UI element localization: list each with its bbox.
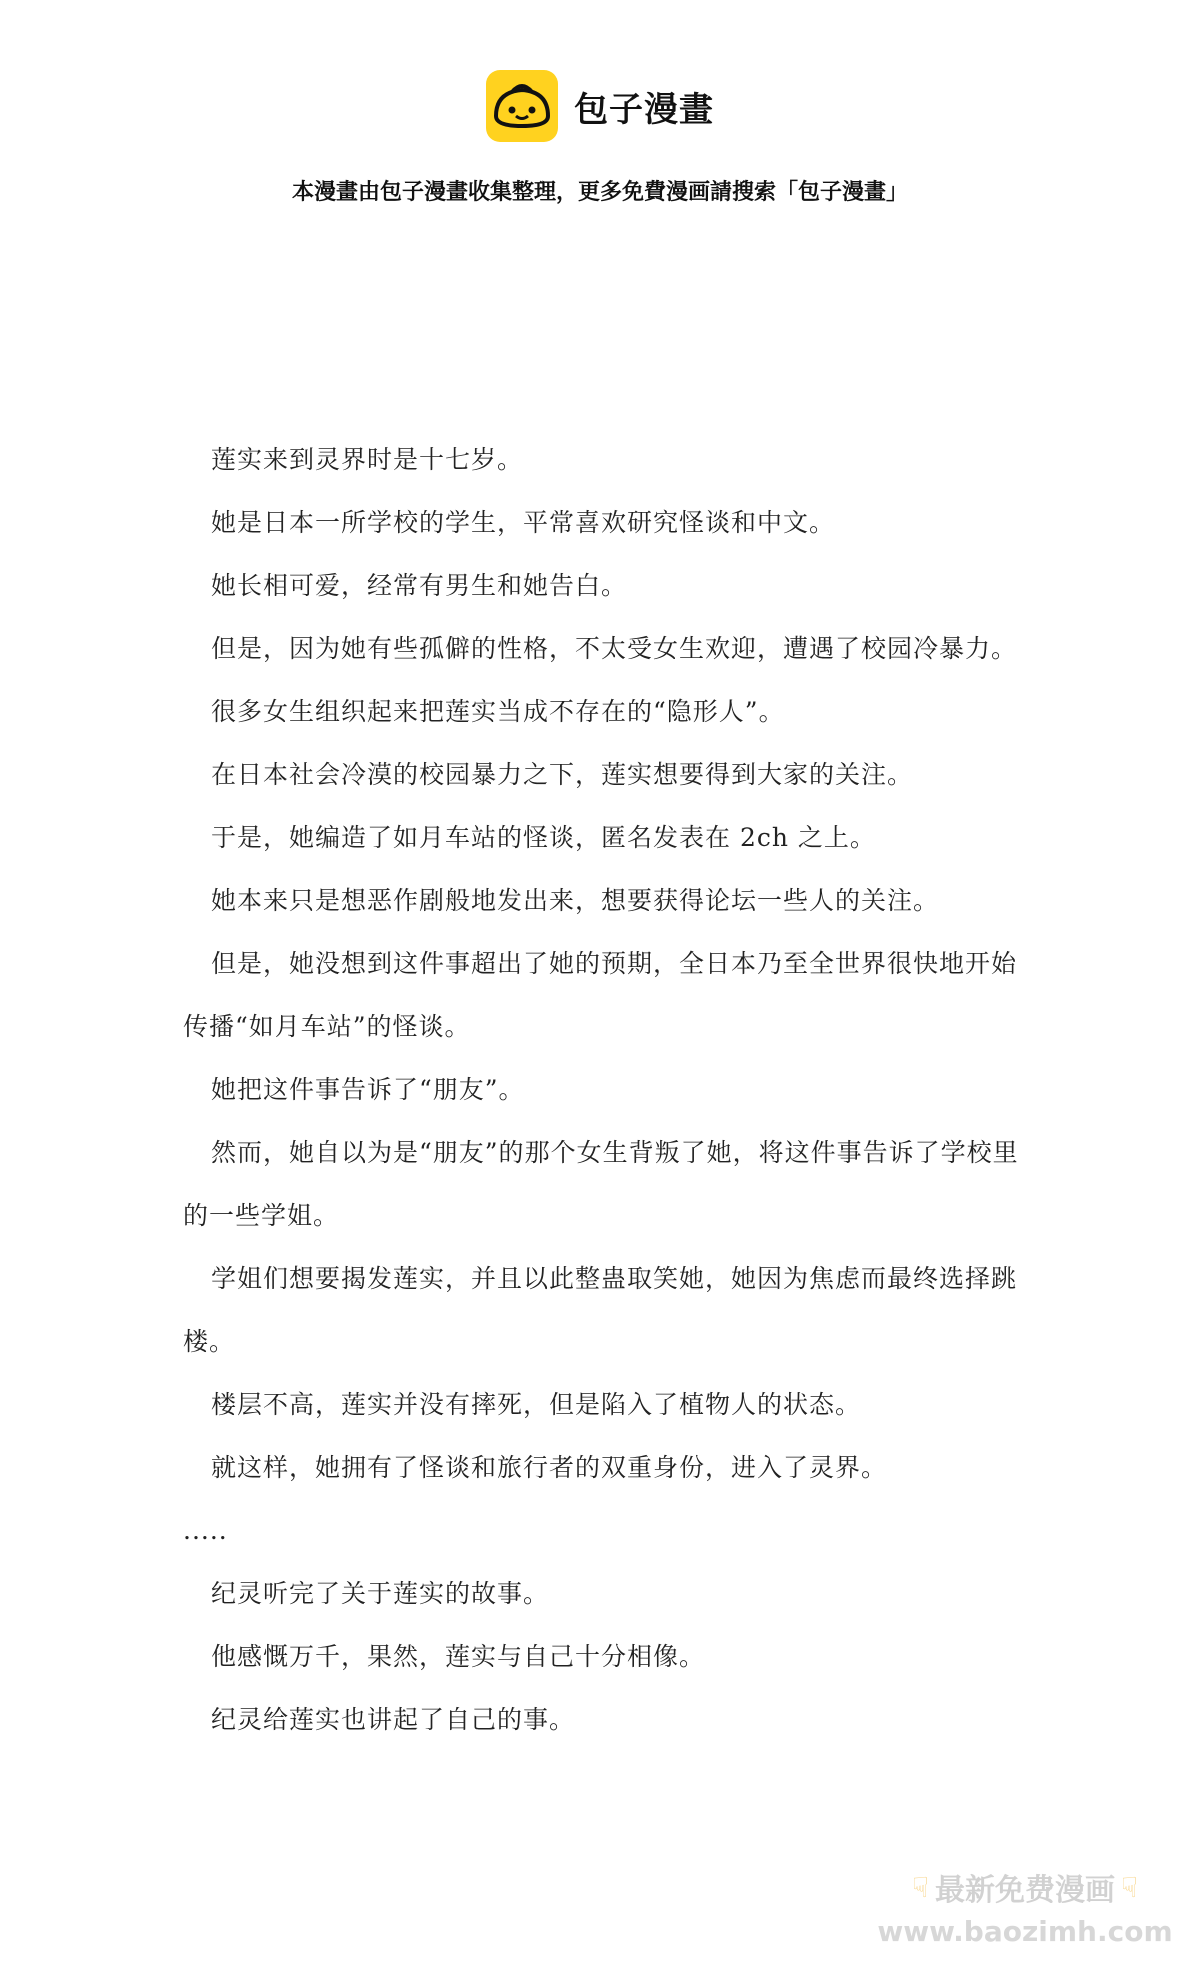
story-paragraph: 很多女生组织起来把莲实当成不存在的“隐形人”。 <box>211 697 785 726</box>
brand-name: 包子漫畫 <box>574 89 714 130</box>
pointing-down-hand-icon: ☟ <box>1121 1870 1139 1904</box>
story-paragraph: 楼层不高，莲实并没有摔死，但是陷入了植物人的状态。 <box>211 1390 862 1419</box>
story-paragraph: 但是，因为她有些孤僻的性格，不太受女生欢迎，遭遇了校园冷暴力。 <box>211 634 1018 663</box>
story-paragraph: 她长相可爱，经常有男生和她告白。 <box>211 571 628 600</box>
site-watermark <box>870 1865 1180 1965</box>
story-paragraph: 然而，她自以为是“朋友”的那个女生背叛了她，将这件事告诉了学校里的一些学姐。 <box>183 1138 1019 1230</box>
story-paragraph: 纪灵给莲实也讲起了自己的事。 <box>211 1705 576 1734</box>
story-paragraph: 学姐们想要揭发莲实，并且以此整蛊取笑她，她因为焦虑而最终选择跳楼。 <box>183 1264 1018 1356</box>
story-paragraph: 她把这件事告诉了“朋友”。 <box>211 1075 525 1104</box>
pointing-down-hand-icon: ☟ <box>911 1870 929 1904</box>
ellipsis-separator: ..... <box>183 1516 228 1545</box>
bun-mascot-icon <box>486 70 558 142</box>
story-paragraph: 她本来只是想恶作剧般地发出来，想要获得论坛一些人的关注。 <box>211 886 940 915</box>
watermark-title: 最新免费漫画 <box>935 1873 1115 1908</box>
story-paragraph: 于是，她编造了如月车站的怪谈，匿名发表在 2ch 之上。 <box>211 823 876 852</box>
story-paragraph: 纪灵听完了关于莲实的故事。 <box>211 1579 550 1608</box>
story-paragraph: 莲实来到灵界时是十七岁。 <box>211 445 524 474</box>
story-body <box>183 428 1023 1751</box>
watermark-title-row <box>870 1865 1180 1909</box>
story-paragraph: 他感慨万千，果然，莲实与自己十分相像。 <box>211 1642 706 1671</box>
story-paragraph: 她是日本一所学校的学生，平常喜欢研究怪谈和中文。 <box>211 508 836 537</box>
story-paragraph: 但是，她没想到这件事超出了她的预期，全日本乃至全世界很快地开始传播“如月车站”的怪谈。 <box>183 949 1018 1041</box>
source-notice: 本漫畫由包子漫畫收集整理，更多免費漫画請搜索「包子漫畫」 <box>291 180 908 205</box>
story-paragraph: 就这样，她拥有了怪谈和旅行者的双重身份，进入了灵界。 <box>211 1453 888 1482</box>
watermark-url: www.baozimh.com <box>877 1915 1173 1948</box>
story-paragraph: 在日本社会冷漠的校园暴力之下，莲实想要得到大家的关注。 <box>211 760 914 789</box>
brand-logo <box>0 70 1200 142</box>
